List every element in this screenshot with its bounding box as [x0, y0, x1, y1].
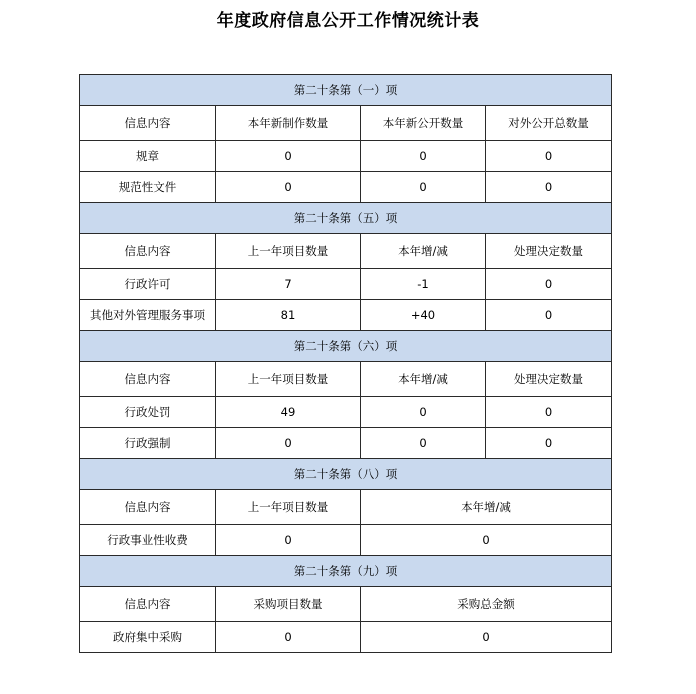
table-row — [80, 141, 612, 172]
column-header-row — [80, 587, 612, 622]
column-header: 上一年项目数量 — [216, 234, 361, 269]
table-row — [80, 525, 612, 556]
column-header: 对外公开总数量 — [486, 106, 612, 141]
table-row — [80, 269, 612, 300]
column-header: 采购总金额 — [361, 587, 612, 622]
column-header: 本年增/减 — [361, 234, 486, 269]
page-title: 年度政府信息公开工作情况统计表 — [216, 11, 480, 31]
row-label: 行政事业性收费 — [80, 525, 216, 556]
column-header: 上一年项目数量 — [216, 490, 361, 525]
row-label: 行政许可 — [80, 269, 216, 300]
column-header: 处理决定数量 — [486, 362, 612, 397]
table-cell: 0 — [486, 172, 612, 203]
column-header-row — [80, 234, 612, 269]
table-cell: -1 — [361, 269, 486, 300]
table-cell: 0 — [486, 269, 612, 300]
table-cell: 0 — [216, 172, 361, 203]
section-header-row — [80, 331, 612, 362]
table-cell: 0 — [361, 428, 486, 459]
table-cell: 0 — [486, 141, 612, 172]
table-cell: 0 — [216, 428, 361, 459]
column-header-row — [80, 106, 612, 141]
column-header: 本年新制作数量 — [216, 106, 361, 141]
table-row — [80, 397, 612, 428]
column-header: 本年增/减 — [361, 490, 612, 525]
section-heading: 第二十条第（六）项 — [80, 331, 612, 362]
section-header-row — [80, 203, 612, 234]
table-cell: 0 — [486, 428, 612, 459]
row-label: 规章 — [80, 141, 216, 172]
row-label: 其他对外管理服务事项 — [80, 300, 216, 331]
table-row — [80, 300, 612, 331]
section-heading: 第二十条第（五）项 — [80, 203, 612, 234]
table-cell: 0 — [216, 622, 361, 653]
table-cell: 0 — [486, 300, 612, 331]
row-label: 规范性文件 — [80, 172, 216, 203]
table-row — [80, 428, 612, 459]
table-row — [80, 622, 612, 653]
table-cell: 0 — [361, 525, 612, 556]
row-label: 行政强制 — [80, 428, 216, 459]
section-header-row — [80, 75, 612, 106]
column-header: 采购项目数量 — [216, 587, 361, 622]
section-heading: 第二十条第（九）项 — [80, 556, 612, 587]
row-label: 行政处罚 — [80, 397, 216, 428]
table-row — [80, 172, 612, 203]
section-heading: 第二十条第（八）项 — [80, 459, 612, 490]
column-header: 信息内容 — [80, 490, 216, 525]
table-cell: 0 — [486, 397, 612, 428]
table-cell: 0 — [361, 172, 486, 203]
section-heading: 第二十条第（一）项 — [80, 75, 612, 106]
column-header: 信息内容 — [80, 106, 216, 141]
section-header-row — [80, 459, 612, 490]
column-header-row — [80, 362, 612, 397]
table-cell: 0 — [216, 141, 361, 172]
table-cell: 0 — [361, 622, 612, 653]
table-cell: 7 — [216, 269, 361, 300]
section-header-row — [80, 556, 612, 587]
table-cell: 0 — [216, 525, 361, 556]
column-header: 本年增/减 — [361, 362, 486, 397]
column-header-row — [80, 490, 612, 525]
table-cell: 0 — [361, 141, 486, 172]
row-label: 政府集中采购 — [80, 622, 216, 653]
table-cell: 0 — [361, 397, 486, 428]
column-header: 信息内容 — [80, 587, 216, 622]
column-header: 上一年项目数量 — [216, 362, 361, 397]
column-header: 处理决定数量 — [486, 234, 612, 269]
table-cell: +40 — [361, 300, 486, 331]
table-cell: 81 — [216, 300, 361, 331]
column-header: 信息内容 — [80, 362, 216, 397]
statistics-table — [79, 74, 612, 653]
table-cell: 49 — [216, 397, 361, 428]
column-header: 信息内容 — [80, 234, 216, 269]
column-header: 本年新公开数量 — [361, 106, 486, 141]
